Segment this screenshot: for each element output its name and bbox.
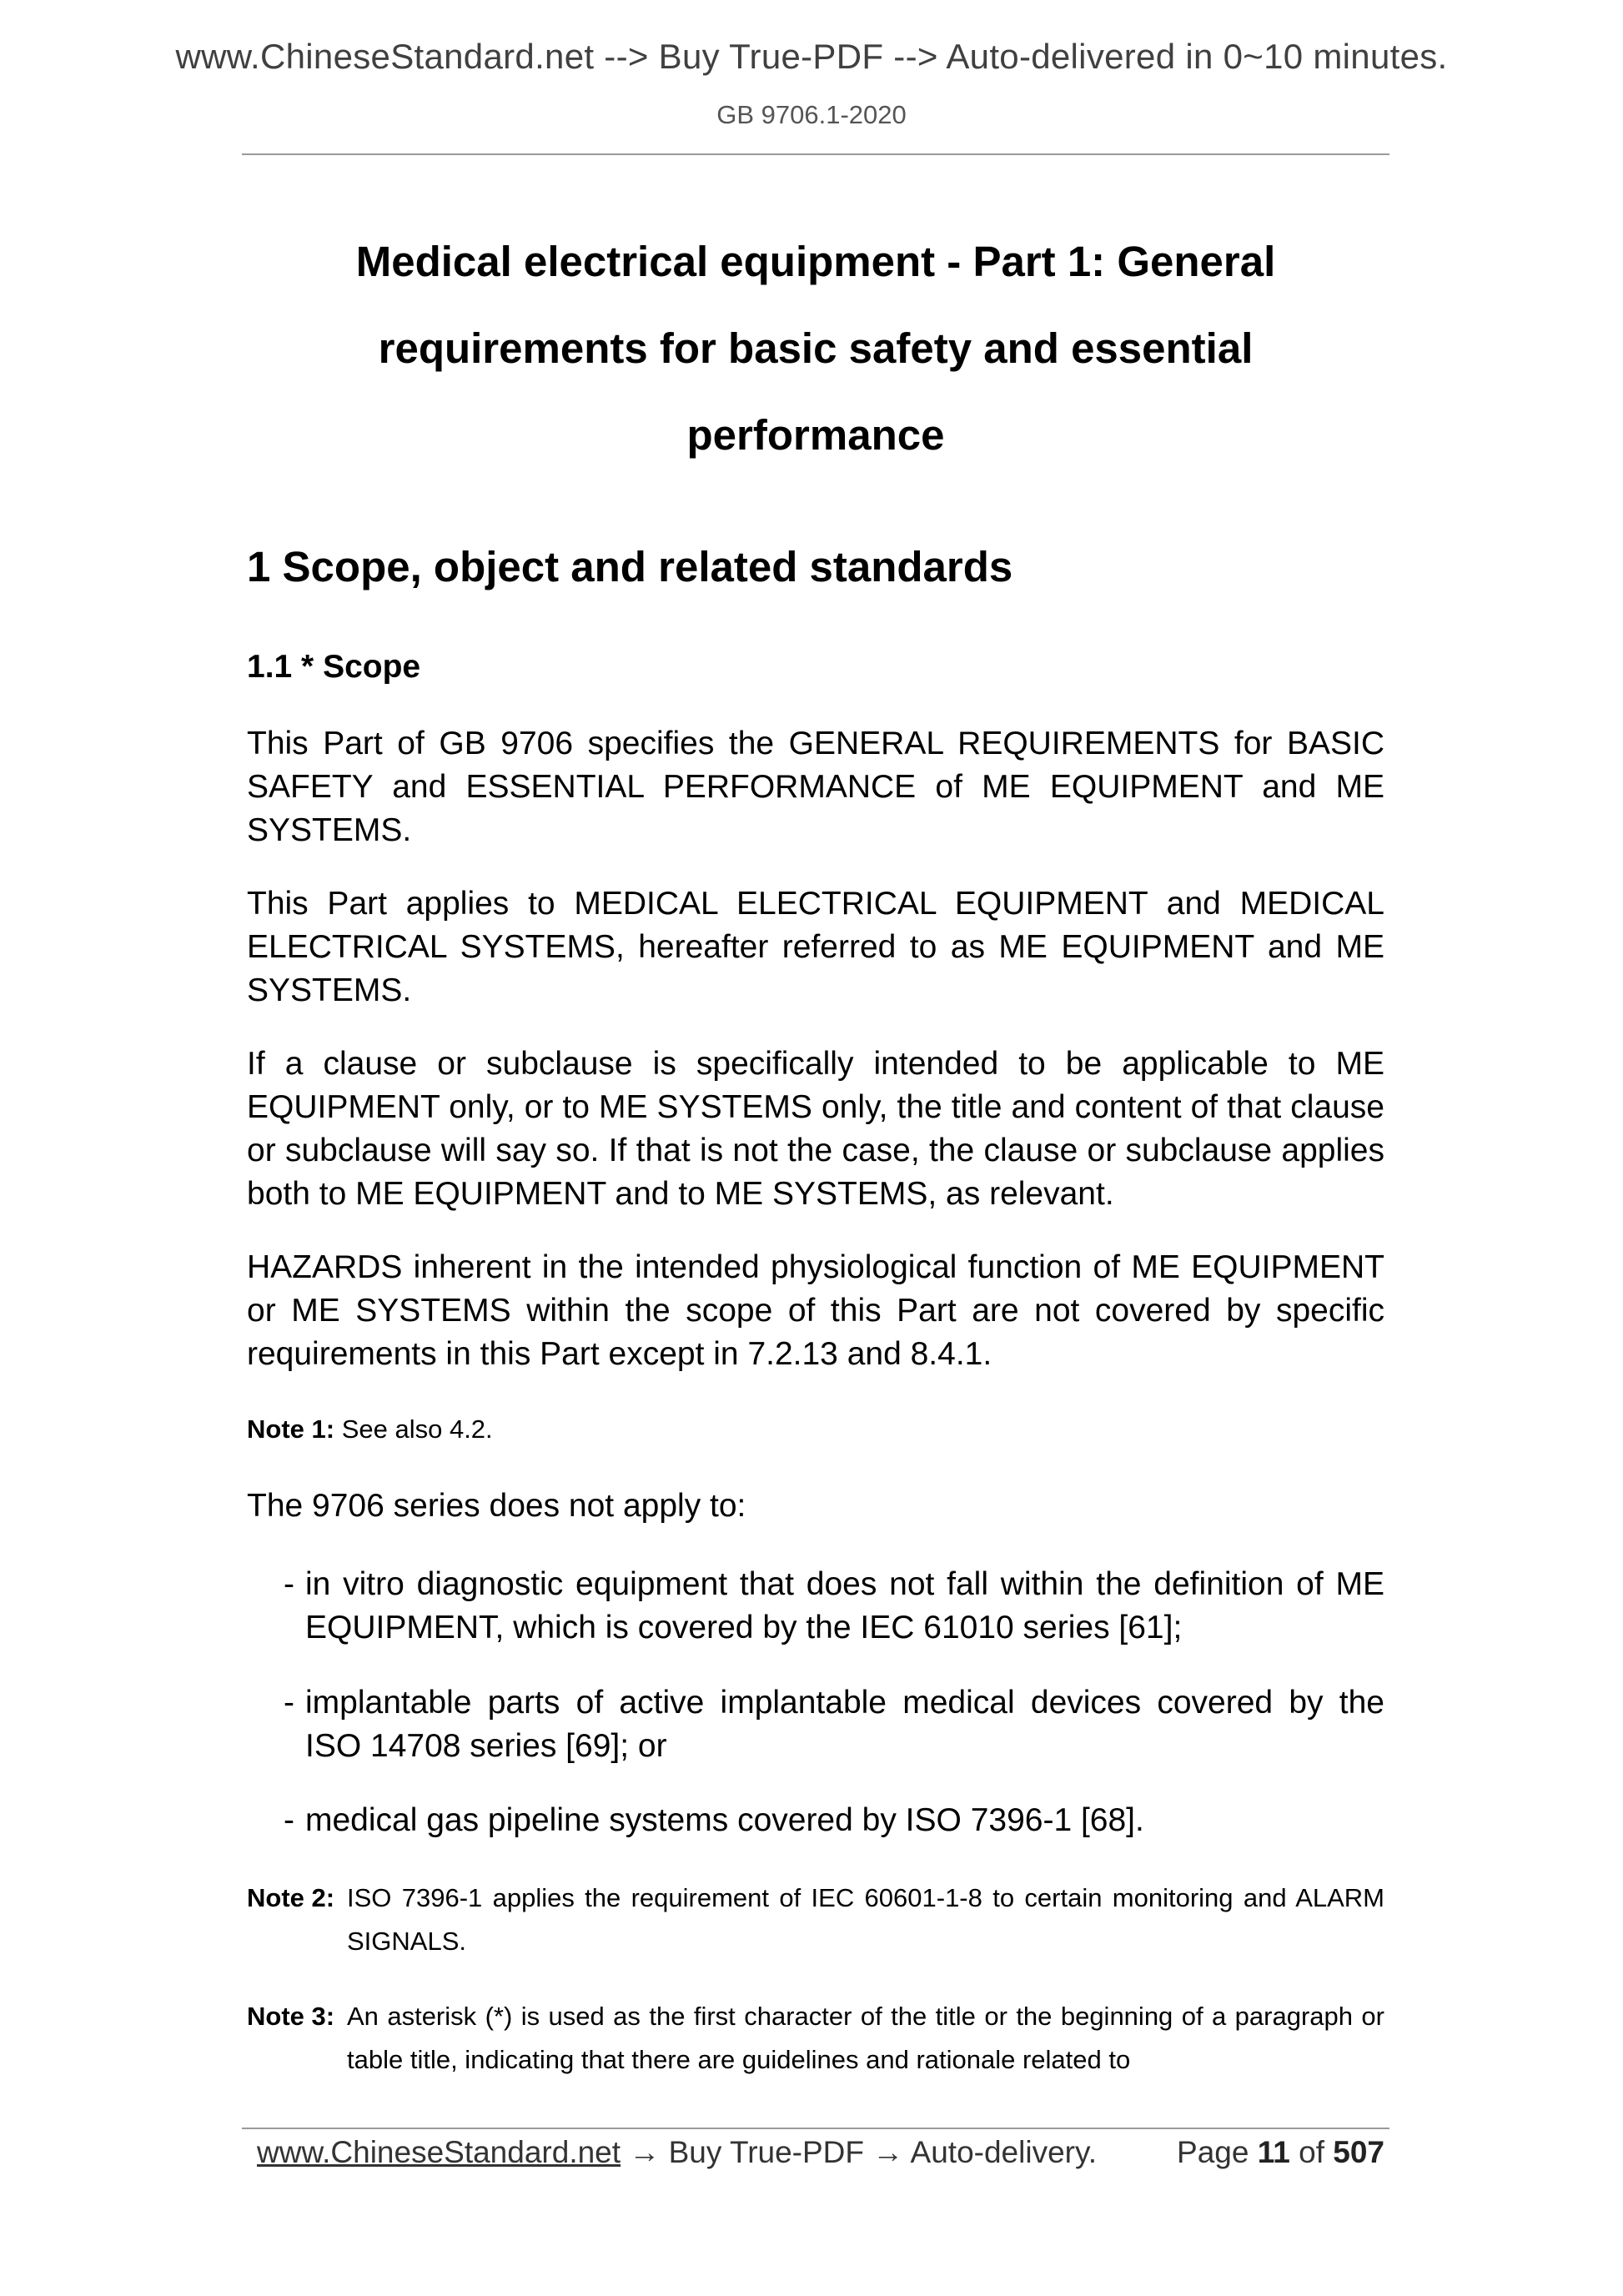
- arrow-icon: →: [629, 2135, 661, 2169]
- note-text: ISO 7396-1 applies the requirement of IEC 60601-1-8 to certain monitoring and ALARM SIGNALS.: [347, 1883, 1384, 1956]
- footer: [250, 2135, 1384, 2177]
- list-dash: -: [284, 1685, 294, 1721]
- arrow-icon: →: [872, 2135, 904, 2169]
- paragraph: This Part of GB 9706 specifies the GENERAL REQUIREMENTS for BASIC SAFETY and ESSENTIAL PERFORMANCE of ME EQUIPMENT and ME SYSTEMS.: [247, 726, 1384, 848]
- note-label: Note 1:: [247, 1414, 335, 1444]
- standard-code: GB 9706.1-2020: [716, 100, 907, 129]
- note-label: Note 3:: [247, 2002, 335, 2031]
- document-title-line-1: Medical electrical equipment - Part 1: General: [355, 238, 1276, 285]
- paragraph: This Part applies to MEDICAL ELECTRICAL EQUIPMENT and MEDICAL ELECTRICAL SYSTEMS, hereafter referred to as ME EQUIPMENT and ME SYSTEMS.: [247, 886, 1384, 1008]
- list-item-text: implantable parts of active implantable medical devices covered by the ISO 14708 series [69]; or: [305, 1685, 1384, 1764]
- footer-divider: [242, 2128, 1389, 2129]
- document-title-line-2: requirements for basic safety and essential: [378, 324, 1254, 372]
- footer-text: Auto-delivery.: [910, 2135, 1098, 2169]
- page-total: 507: [1333, 2135, 1384, 2169]
- list-item: [284, 1799, 1384, 1842]
- note-label: Note 2:: [247, 1883, 335, 1912]
- footer-link[interactable]: www.ChineseStandard.net: [257, 2135, 621, 2169]
- page-current: 11: [1257, 2135, 1290, 2169]
- list-item-text: in vitro diagnostic equipment that does not fall within the definition of ME EQUIPMENT, which is covered by the IEC 61010 series [61];: [305, 1566, 1384, 1645]
- header-banner: www.ChineseStandard.net --> Buy True-PDF --> Auto-delivered in 0~10 minutes.: [175, 37, 1448, 76]
- footer-left: [257, 2135, 1097, 2170]
- paragraph: If a clause or subclause is specifically intended to be applicable to ME EQUIPMENT only, or to ME SYSTEMS only, the title and content of that clause or subclause will say so. If that is not the case, the clause or subclause applies both to ME EQUIPMENT and to ME SYSTEMS, as relevant.: [247, 1046, 1384, 1212]
- page-of: of: [1299, 2135, 1324, 2169]
- section-heading: 1 Scope, object and related standards: [247, 543, 1013, 590]
- paragraph: HAZARDS inherent in the intended physiological function of ME EQUIPMENT or ME SYSTEMS within the scope of this Part are not covered by specific requirements in this Part except in 7.2.13 and 8.4.1.: [247, 1249, 1384, 1372]
- page-indicator: [1177, 2135, 1384, 2170]
- note-text: See also 4.2.: [341, 1414, 493, 1444]
- list-intro: The 9706 series does not apply to:: [247, 1488, 746, 1524]
- list-dash: -: [284, 1566, 294, 1602]
- note-2: [247, 1876, 1384, 1963]
- note-text: An asterisk (*) is used as the first character of the title or the beginning of a paragraph or table title, indicating that there are guidelines and rationale related to: [347, 2002, 1384, 2074]
- header-divider: [242, 153, 1389, 155]
- list-dash: -: [284, 1802, 294, 1838]
- note-3: [247, 1995, 1384, 2082]
- footer-text: Buy True-PDF: [668, 2135, 865, 2169]
- document-title: [242, 219, 1389, 479]
- list-item: [284, 1681, 1384, 1768]
- document-title-line-3: performance: [686, 411, 945, 459]
- page-label: Page: [1177, 2135, 1249, 2169]
- subsection-heading: 1.1 * Scope: [247, 649, 421, 685]
- list-item-text: medical gas pipeline systems covered by ISO 7396-1 [68].: [305, 1802, 1144, 1838]
- list-item: [284, 1563, 1384, 1650]
- note-1: [247, 1408, 1384, 1451]
